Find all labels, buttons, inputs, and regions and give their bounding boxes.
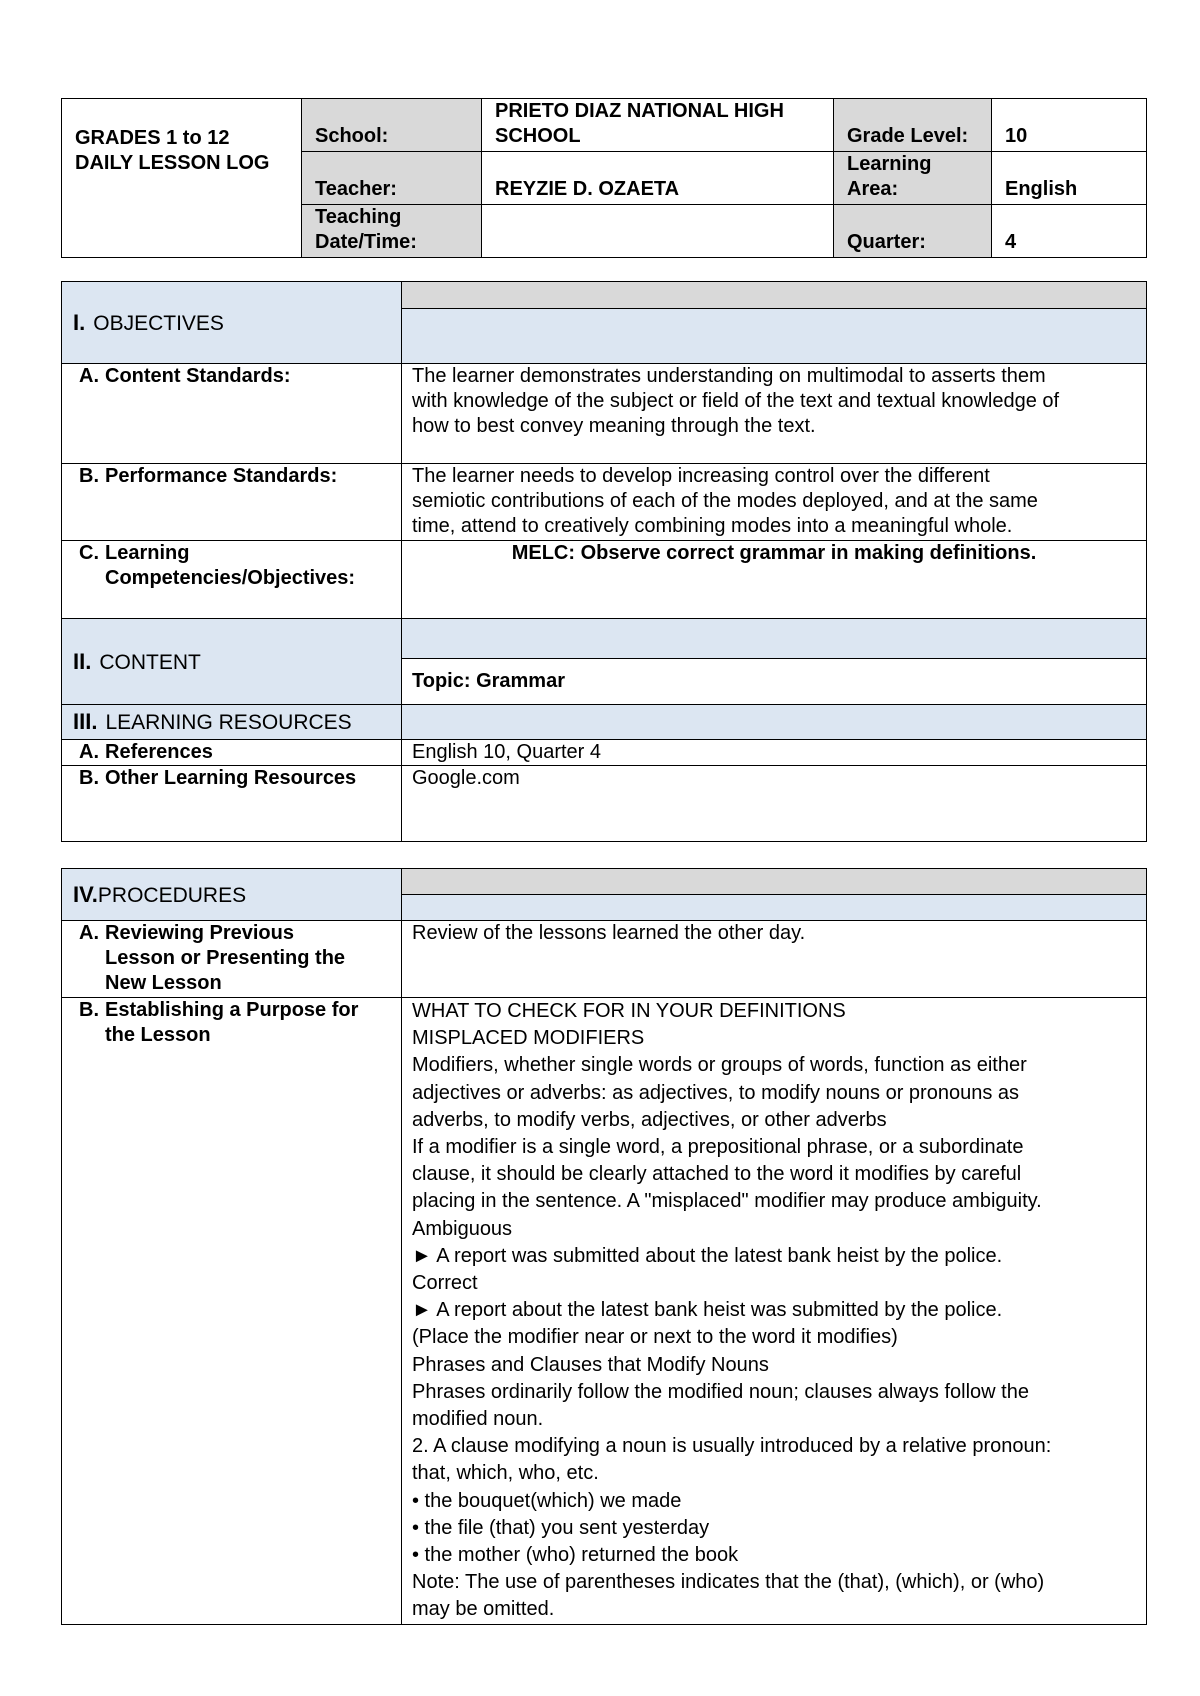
performance-standards-line: semiotic contributions of each of the modes deployed, and at the same bbox=[412, 490, 1038, 512]
purpose-text-line: Phrases ordinarily follow the modified noun; clauses always follow the bbox=[412, 1380, 1029, 1403]
reviewing-label bbox=[62, 921, 402, 998]
grade-label: Grade Level: bbox=[834, 99, 992, 152]
procedures-heading bbox=[62, 869, 402, 921]
purpose-text-line: clause, it should be clearly attached to the word it modifies by careful bbox=[412, 1163, 1022, 1186]
purpose-value bbox=[402, 998, 1147, 1625]
purpose-text-line: Modifiers, whether single words or groups of words, function as either bbox=[412, 1054, 1027, 1077]
grade-value: 10 bbox=[992, 99, 1147, 152]
purpose-text-line: Ambiguous bbox=[412, 1217, 513, 1240]
purpose-text-line: ► A report about the latest bank heist was submitted by the police. bbox=[412, 1299, 1003, 1322]
resources-title: LEARNING RESOURCES bbox=[105, 711, 352, 734]
content-standards-value bbox=[402, 364, 1147, 464]
purpose-text-line: modified noun. bbox=[412, 1408, 544, 1431]
reviewing-value: Review of the lessons learned the other day. bbox=[402, 921, 1147, 998]
objectives-roman: I. bbox=[73, 309, 86, 335]
area-label-line1: Learning bbox=[847, 153, 932, 175]
purpose-text-line: (Place the modifier near or next to the word it modifies) bbox=[412, 1326, 898, 1349]
purpose-label-line: Establishing a Purpose for bbox=[105, 999, 359, 1021]
content-standards-line: with knowledge of the subject or field of the text and textual knowledge of bbox=[412, 390, 1060, 412]
other-resources-value: Google.com bbox=[402, 766, 1147, 842]
performance-standards-line: time, attend to creatively combining modes into a meaningful whole. bbox=[412, 515, 1013, 537]
purpose-text-line: • the bouquet(which) we made bbox=[412, 1489, 682, 1512]
references-key: A. bbox=[79, 741, 99, 763]
procedures-table bbox=[61, 868, 1147, 1625]
purpose-text-line: • the mother (who) returned the book bbox=[412, 1544, 739, 1567]
area-value: English bbox=[992, 152, 1147, 205]
resources-roman: III. bbox=[73, 709, 98, 734]
purpose-text-line: • the file (that) you sent yesterday bbox=[412, 1516, 710, 1539]
purpose-text-line: adjectives or adverbs: as adjectives, to modify nouns or pronouns as bbox=[412, 1081, 1019, 1104]
purpose-text-line: may be omitted. bbox=[412, 1598, 555, 1621]
other-resources-key: B. bbox=[79, 767, 99, 789]
area-label-line2: Area: bbox=[847, 178, 899, 200]
competencies-label-line1: Learning bbox=[105, 542, 190, 564]
school-value-line2: SCHOOL bbox=[495, 125, 581, 147]
content-standards-line: how to best convey meaning through the text. bbox=[412, 415, 816, 437]
competencies-label-line2: Competencies/Objectives: bbox=[105, 567, 356, 589]
resources-blue-band bbox=[402, 705, 1147, 740]
purpose-text-line: 2. A clause modifying a noun is usually introduced by a relative pronoun: bbox=[412, 1435, 1052, 1458]
procedures-blue-band bbox=[402, 895, 1147, 921]
performance-standards-key: B. bbox=[79, 465, 99, 487]
purpose-text-line: that, which, who, etc. bbox=[412, 1462, 599, 1485]
performance-standards-value bbox=[402, 464, 1147, 541]
log-title-line2: DAILY LESSON LOG bbox=[75, 152, 270, 174]
purpose-text-line: WHAT TO CHECK FOR IN YOUR DEFINITIONS bbox=[412, 1000, 846, 1022]
purpose-text-line: ► A report was submitted about the latest bank heist by the police. bbox=[412, 1244, 1003, 1267]
purpose-text-line: Phrases and Clauses that Modify Nouns bbox=[412, 1353, 769, 1376]
purpose-text-line: placing in the sentence. A "misplaced" modifier may produce ambiguity. bbox=[412, 1190, 1042, 1213]
objectives-title: OBJECTIVES bbox=[93, 311, 224, 335]
content-heading bbox=[62, 619, 402, 705]
content-standards-line: The learner demonstrates understanding on multimodal to asserts them bbox=[412, 365, 1046, 387]
competencies-key: C. bbox=[79, 542, 99, 564]
competencies-value: MELC: Observe correct grammar in making definitions. bbox=[402, 541, 1147, 619]
procedures-gray-band bbox=[402, 869, 1147, 895]
quarter-label: Quarter: bbox=[834, 205, 992, 258]
references-label-text: References bbox=[105, 741, 213, 763]
purpose-text-line: Note: The use of parentheses indicates that the (that), (which), or (who) bbox=[412, 1571, 1045, 1594]
content-blue-band bbox=[402, 619, 1147, 659]
date-label-line1: Teaching bbox=[315, 206, 402, 228]
other-resources-label-text: Other Learning Resources bbox=[105, 767, 357, 789]
school-value-line1: PRIETO DIAZ NATIONAL HIGH bbox=[495, 100, 784, 122]
log-title-line1: GRADES 1 to 12 bbox=[75, 127, 230, 149]
performance-standards-label bbox=[62, 464, 402, 541]
performance-standards-line: The learner needs to develop increasing control over the different bbox=[412, 465, 990, 487]
purpose-text-line: If a modifier is a single word, a prepositional phrase, or a subordinate bbox=[412, 1136, 1024, 1159]
purpose-text-line: adverbs, to modify verbs, adjectives, or other adverbs bbox=[412, 1108, 887, 1131]
reviewing-label-line: Lesson or Presenting the bbox=[105, 947, 346, 969]
procedures-title: PROCEDURES bbox=[97, 883, 247, 907]
reviewing-label-line: New Lesson bbox=[105, 972, 222, 994]
content-standards-label-text: Content Standards: bbox=[105, 365, 291, 387]
teacher-value: REYZIE D. OZAETA bbox=[482, 152, 834, 205]
purpose-label-line: the Lesson bbox=[105, 1024, 211, 1046]
objectives-gray-band bbox=[402, 282, 1147, 309]
references-label bbox=[62, 740, 402, 766]
quarter-value: 4 bbox=[992, 205, 1147, 258]
school-value bbox=[482, 99, 834, 152]
teacher-label: Teacher: bbox=[302, 152, 482, 205]
objectives-heading bbox=[62, 282, 402, 364]
school-label: School: bbox=[302, 99, 482, 152]
purpose-text-line: MISPLACED MODIFIERS bbox=[412, 1027, 645, 1050]
date-label bbox=[302, 205, 482, 258]
objectives-blue-band bbox=[402, 309, 1147, 364]
content-standards-key: A. bbox=[79, 365, 99, 387]
objectives-table bbox=[61, 281, 1147, 842]
content-title: CONTENT bbox=[99, 650, 201, 674]
reviewing-key: A. bbox=[79, 922, 99, 944]
purpose-text-line: Correct bbox=[412, 1272, 478, 1295]
reviewing-label-line: Reviewing Previous bbox=[105, 922, 294, 944]
area-label bbox=[834, 152, 992, 205]
header-table bbox=[61, 98, 1147, 258]
content-topic: Topic: Grammar bbox=[402, 659, 1147, 705]
log-title bbox=[62, 99, 302, 258]
procedures-roman: IV. bbox=[73, 881, 98, 907]
purpose-key: B. bbox=[79, 999, 99, 1021]
other-resources-label bbox=[62, 766, 402, 842]
date-value bbox=[482, 205, 834, 258]
date-label-line2: Date/Time: bbox=[315, 231, 417, 253]
references-value: English 10, Quarter 4 bbox=[402, 740, 1147, 766]
resources-heading bbox=[62, 705, 402, 740]
competencies-label bbox=[62, 541, 402, 619]
performance-standards-label-text: Performance Standards: bbox=[105, 465, 338, 487]
purpose-label bbox=[62, 998, 402, 1625]
content-roman: II. bbox=[73, 648, 92, 674]
content-standards-label bbox=[62, 364, 402, 464]
